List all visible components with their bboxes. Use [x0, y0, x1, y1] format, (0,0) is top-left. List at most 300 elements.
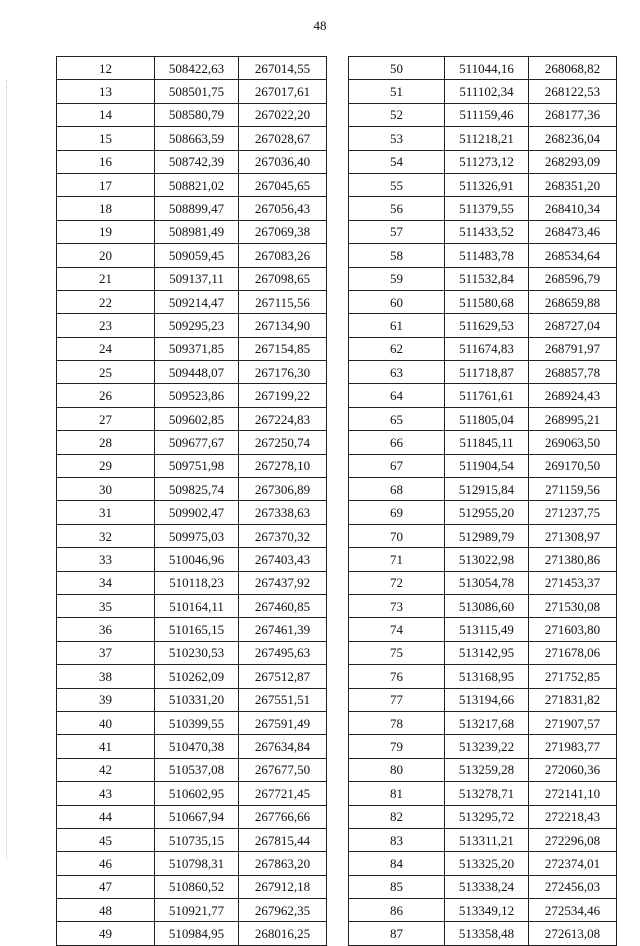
point-number-cell: 82	[349, 805, 445, 828]
table-row	[349, 361, 617, 384]
y-coordinate-cell: 267461,39	[239, 618, 327, 641]
y-coordinate-cell: 268236,04	[529, 127, 617, 150]
x-coordinate-cell: 509602,85	[155, 407, 239, 430]
point-number-cell: 14	[57, 103, 155, 126]
table-row	[57, 922, 327, 945]
table-row	[57, 361, 327, 384]
point-number-cell: 60	[349, 290, 445, 313]
table-row	[349, 548, 617, 571]
x-coordinate-cell: 511379,55	[445, 197, 529, 220]
x-coordinate-cell: 510262,09	[155, 665, 239, 688]
y-coordinate-cell: 271237,75	[529, 501, 617, 524]
table-row	[349, 618, 617, 641]
point-number-cell: 51	[349, 80, 445, 103]
coordinates-table-right	[348, 56, 617, 946]
x-coordinate-cell: 513054,78	[445, 571, 529, 594]
x-coordinate-cell: 511102,34	[445, 80, 529, 103]
point-number-cell: 28	[57, 431, 155, 454]
table-row	[349, 290, 617, 313]
y-coordinate-cell: 267338,63	[239, 501, 327, 524]
x-coordinate-cell: 510860,52	[155, 875, 239, 898]
table-row	[57, 173, 327, 196]
point-number-cell: 69	[349, 501, 445, 524]
y-coordinate-cell: 268727,04	[529, 314, 617, 337]
y-coordinate-cell: 272456,03	[529, 875, 617, 898]
y-coordinate-cell: 268534,64	[529, 244, 617, 267]
point-number-cell: 78	[349, 711, 445, 734]
x-coordinate-cell: 513358,48	[445, 922, 529, 945]
y-coordinate-cell: 267495,63	[239, 641, 327, 664]
x-coordinate-cell: 511580,68	[445, 290, 529, 313]
coordinates-table-left	[56, 56, 327, 946]
x-coordinate-cell: 513142,95	[445, 641, 529, 664]
x-coordinate-cell: 513325,20	[445, 852, 529, 875]
x-coordinate-cell: 510537,08	[155, 758, 239, 781]
y-coordinate-cell: 271983,77	[529, 735, 617, 758]
x-coordinate-cell: 512915,84	[445, 478, 529, 501]
x-coordinate-cell: 511532,84	[445, 267, 529, 290]
y-coordinate-cell: 267912,18	[239, 875, 327, 898]
y-coordinate-cell: 267278,10	[239, 454, 327, 477]
point-number-cell: 13	[57, 80, 155, 103]
point-number-cell: 80	[349, 758, 445, 781]
y-coordinate-cell: 271453,37	[529, 571, 617, 594]
point-number-cell: 34	[57, 571, 155, 594]
table-row	[349, 665, 617, 688]
table-row	[57, 548, 327, 571]
x-coordinate-cell: 510921,77	[155, 899, 239, 922]
point-number-cell: 62	[349, 337, 445, 360]
x-coordinate-cell: 511433,52	[445, 220, 529, 243]
table-row	[57, 220, 327, 243]
point-number-cell: 33	[57, 548, 155, 571]
y-coordinate-cell: 272374,01	[529, 852, 617, 875]
x-coordinate-cell: 509523,86	[155, 384, 239, 407]
table-row	[57, 899, 327, 922]
x-coordinate-cell: 510735,15	[155, 828, 239, 851]
y-coordinate-cell: 267403,43	[239, 548, 327, 571]
table-row	[57, 290, 327, 313]
table-row	[57, 805, 327, 828]
table-row	[349, 173, 617, 196]
x-coordinate-cell: 510667,94	[155, 805, 239, 828]
y-coordinate-cell: 271678,06	[529, 641, 617, 664]
table-row	[349, 782, 617, 805]
point-number-cell: 42	[57, 758, 155, 781]
table-row	[57, 150, 327, 173]
x-coordinate-cell: 509137,11	[155, 267, 239, 290]
y-coordinate-cell: 268473,46	[529, 220, 617, 243]
point-number-cell: 63	[349, 361, 445, 384]
x-coordinate-cell: 510164,11	[155, 594, 239, 617]
point-number-cell: 57	[349, 220, 445, 243]
point-number-cell: 20	[57, 244, 155, 267]
table-row	[349, 150, 617, 173]
table-row	[57, 57, 327, 80]
y-coordinate-cell: 268924,43	[529, 384, 617, 407]
y-coordinate-cell: 267036,40	[239, 150, 327, 173]
y-coordinate-cell: 272534,46	[529, 899, 617, 922]
x-coordinate-cell: 512955,20	[445, 501, 529, 524]
point-number-cell: 73	[349, 594, 445, 617]
table-row	[57, 571, 327, 594]
x-coordinate-cell: 511718,87	[445, 361, 529, 384]
point-number-cell: 36	[57, 618, 155, 641]
x-coordinate-cell: 512989,79	[445, 524, 529, 547]
y-coordinate-cell: 271308,97	[529, 524, 617, 547]
y-coordinate-cell: 267551,51	[239, 688, 327, 711]
y-coordinate-cell: 271907,57	[529, 711, 617, 734]
x-coordinate-cell: 513349,12	[445, 899, 529, 922]
point-number-cell: 74	[349, 618, 445, 641]
y-coordinate-cell: 267634,84	[239, 735, 327, 758]
x-coordinate-cell: 510230,53	[155, 641, 239, 664]
table-row	[57, 314, 327, 337]
y-coordinate-cell: 267154,85	[239, 337, 327, 360]
y-coordinate-cell: 267115,56	[239, 290, 327, 313]
table-row	[349, 478, 617, 501]
x-coordinate-cell: 509214,47	[155, 290, 239, 313]
x-coordinate-cell: 510046,96	[155, 548, 239, 571]
point-number-cell: 15	[57, 127, 155, 150]
y-coordinate-cell: 267962,35	[239, 899, 327, 922]
point-number-cell: 55	[349, 173, 445, 196]
x-coordinate-cell: 510118,23	[155, 571, 239, 594]
point-number-cell: 31	[57, 501, 155, 524]
x-coordinate-cell: 508742,39	[155, 150, 239, 173]
point-number-cell: 52	[349, 103, 445, 126]
table-row	[57, 197, 327, 220]
y-coordinate-cell: 267134,90	[239, 314, 327, 337]
table-row	[349, 571, 617, 594]
point-number-cell: 39	[57, 688, 155, 711]
x-coordinate-cell: 510984,95	[155, 922, 239, 945]
y-coordinate-cell: 272218,43	[529, 805, 617, 828]
table-row	[57, 478, 327, 501]
y-coordinate-cell: 268293,09	[529, 150, 617, 173]
point-number-cell: 56	[349, 197, 445, 220]
y-coordinate-cell: 267591,49	[239, 711, 327, 734]
x-coordinate-cell: 513338,24	[445, 875, 529, 898]
y-coordinate-cell: 269063,50	[529, 431, 617, 454]
point-number-cell: 37	[57, 641, 155, 664]
table-row	[349, 220, 617, 243]
x-coordinate-cell: 513278,71	[445, 782, 529, 805]
x-coordinate-cell: 513217,68	[445, 711, 529, 734]
y-coordinate-cell: 271159,56	[529, 478, 617, 501]
table-row	[57, 127, 327, 150]
x-coordinate-cell: 513086,60	[445, 594, 529, 617]
table-row	[57, 524, 327, 547]
point-number-cell: 32	[57, 524, 155, 547]
x-coordinate-cell: 509677,67	[155, 431, 239, 454]
table-row	[349, 688, 617, 711]
y-coordinate-cell: 271380,86	[529, 548, 617, 571]
point-number-cell: 12	[57, 57, 155, 80]
x-coordinate-cell: 513168,95	[445, 665, 529, 688]
point-number-cell: 61	[349, 314, 445, 337]
point-number-cell: 22	[57, 290, 155, 313]
point-number-cell: 27	[57, 407, 155, 430]
y-coordinate-cell: 268351,20	[529, 173, 617, 196]
y-coordinate-cell: 268068,82	[529, 57, 617, 80]
y-coordinate-cell: 269170,50	[529, 454, 617, 477]
table-row	[349, 899, 617, 922]
y-coordinate-cell: 271831,82	[529, 688, 617, 711]
x-coordinate-cell: 509902,47	[155, 501, 239, 524]
x-coordinate-cell: 511761,61	[445, 384, 529, 407]
point-number-cell: 46	[57, 852, 155, 875]
table-row	[57, 688, 327, 711]
y-coordinate-cell: 267437,92	[239, 571, 327, 594]
point-number-cell: 87	[349, 922, 445, 945]
x-coordinate-cell: 508899,47	[155, 197, 239, 220]
x-coordinate-cell: 511218,21	[445, 127, 529, 150]
x-coordinate-cell: 513115,49	[445, 618, 529, 641]
table-row	[349, 431, 617, 454]
y-coordinate-cell: 267083,26	[239, 244, 327, 267]
x-coordinate-cell: 509371,85	[155, 337, 239, 360]
table-row	[57, 384, 327, 407]
point-number-cell: 50	[349, 57, 445, 80]
table-row	[349, 641, 617, 664]
x-coordinate-cell: 513311,21	[445, 828, 529, 851]
table-row	[57, 103, 327, 126]
point-number-cell: 77	[349, 688, 445, 711]
table-row	[57, 244, 327, 267]
x-coordinate-cell: 511159,46	[445, 103, 529, 126]
point-number-cell: 71	[349, 548, 445, 571]
table-row	[349, 922, 617, 945]
table-row	[349, 80, 617, 103]
y-coordinate-cell: 271752,85	[529, 665, 617, 688]
point-number-cell: 48	[57, 899, 155, 922]
point-number-cell: 38	[57, 665, 155, 688]
x-coordinate-cell: 511845,11	[445, 431, 529, 454]
point-number-cell: 53	[349, 127, 445, 150]
y-coordinate-cell: 272296,08	[529, 828, 617, 851]
point-number-cell: 58	[349, 244, 445, 267]
table-row	[349, 267, 617, 290]
table-row	[349, 384, 617, 407]
y-coordinate-cell: 267370,32	[239, 524, 327, 547]
table-row	[349, 875, 617, 898]
point-number-cell: 75	[349, 641, 445, 664]
y-coordinate-cell: 267677,50	[239, 758, 327, 781]
point-number-cell: 64	[349, 384, 445, 407]
point-number-cell: 84	[349, 852, 445, 875]
x-coordinate-cell: 508580,79	[155, 103, 239, 126]
point-number-cell: 25	[57, 361, 155, 384]
table-row	[57, 782, 327, 805]
point-number-cell: 76	[349, 665, 445, 688]
x-coordinate-cell: 511483,78	[445, 244, 529, 267]
table-row	[349, 594, 617, 617]
x-coordinate-cell: 508821,02	[155, 173, 239, 196]
point-number-cell: 72	[349, 571, 445, 594]
y-coordinate-cell: 267306,89	[239, 478, 327, 501]
y-coordinate-cell: 267863,20	[239, 852, 327, 875]
y-coordinate-cell: 268016,25	[239, 922, 327, 945]
point-number-cell: 79	[349, 735, 445, 758]
y-coordinate-cell: 267199,22	[239, 384, 327, 407]
point-number-cell: 44	[57, 805, 155, 828]
y-coordinate-cell: 271603,80	[529, 618, 617, 641]
y-coordinate-cell: 268791,97	[529, 337, 617, 360]
x-coordinate-cell: 513022,98	[445, 548, 529, 571]
x-coordinate-cell: 509975,03	[155, 524, 239, 547]
y-coordinate-cell: 267056,43	[239, 197, 327, 220]
point-number-cell: 81	[349, 782, 445, 805]
table-row	[349, 127, 617, 150]
x-coordinate-cell: 513259,28	[445, 758, 529, 781]
x-coordinate-cell: 513295,72	[445, 805, 529, 828]
table-row	[57, 454, 327, 477]
page-number: 48	[313, 18, 327, 33]
y-coordinate-cell: 272613,08	[529, 922, 617, 945]
table-row	[349, 244, 617, 267]
table-row	[349, 805, 617, 828]
table-row	[57, 711, 327, 734]
y-coordinate-cell: 267014,55	[239, 57, 327, 80]
x-coordinate-cell: 510165,15	[155, 618, 239, 641]
point-number-cell: 54	[349, 150, 445, 173]
x-coordinate-cell: 508422,63	[155, 57, 239, 80]
table-row	[57, 618, 327, 641]
y-coordinate-cell: 267176,30	[239, 361, 327, 384]
y-coordinate-cell: 268410,34	[529, 197, 617, 220]
x-coordinate-cell: 509751,98	[155, 454, 239, 477]
y-coordinate-cell: 267069,38	[239, 220, 327, 243]
x-coordinate-cell: 510602,95	[155, 782, 239, 805]
y-coordinate-cell: 267512,87	[239, 665, 327, 688]
point-number-cell: 16	[57, 150, 155, 173]
x-coordinate-cell: 510470,38	[155, 735, 239, 758]
table-row	[57, 501, 327, 524]
y-coordinate-cell: 272141,10	[529, 782, 617, 805]
y-coordinate-cell: 268177,36	[529, 103, 617, 126]
table-row	[57, 641, 327, 664]
x-coordinate-cell: 511273,12	[445, 150, 529, 173]
x-coordinate-cell: 511904,54	[445, 454, 529, 477]
table-row	[57, 407, 327, 430]
table-row	[349, 57, 617, 80]
table-row	[57, 735, 327, 758]
point-number-cell: 70	[349, 524, 445, 547]
point-number-cell: 85	[349, 875, 445, 898]
point-number-cell: 17	[57, 173, 155, 196]
point-number-cell: 41	[57, 735, 155, 758]
table-row	[349, 103, 617, 126]
table-row	[57, 594, 327, 617]
y-coordinate-cell: 267766,66	[239, 805, 327, 828]
x-coordinate-cell: 509448,07	[155, 361, 239, 384]
table-row	[57, 828, 327, 851]
y-coordinate-cell: 267460,85	[239, 594, 327, 617]
y-coordinate-cell: 268596,79	[529, 267, 617, 290]
point-number-cell: 40	[57, 711, 155, 734]
y-coordinate-cell: 268857,78	[529, 361, 617, 384]
x-coordinate-cell: 511674,83	[445, 337, 529, 360]
point-number-cell: 68	[349, 478, 445, 501]
x-coordinate-cell: 508981,49	[155, 220, 239, 243]
point-number-cell: 43	[57, 782, 155, 805]
y-coordinate-cell: 267250,74	[239, 431, 327, 454]
x-coordinate-cell: 508501,75	[155, 80, 239, 103]
point-number-cell: 49	[57, 922, 155, 945]
y-coordinate-cell: 267224,83	[239, 407, 327, 430]
table-row	[57, 875, 327, 898]
table-row	[349, 852, 617, 875]
table-row	[57, 431, 327, 454]
table-row	[349, 735, 617, 758]
table-row	[349, 314, 617, 337]
x-coordinate-cell: 509825,74	[155, 478, 239, 501]
table-row	[349, 501, 617, 524]
table-row	[349, 197, 617, 220]
margin-rule	[6, 80, 7, 860]
x-coordinate-cell: 510798,31	[155, 852, 239, 875]
table-row	[349, 407, 617, 430]
table-row	[349, 711, 617, 734]
table-row	[57, 852, 327, 875]
table-row	[57, 267, 327, 290]
point-number-cell: 29	[57, 454, 155, 477]
point-number-cell: 23	[57, 314, 155, 337]
point-number-cell: 47	[57, 875, 155, 898]
x-coordinate-cell: 511805,04	[445, 407, 529, 430]
x-coordinate-cell: 513239,22	[445, 735, 529, 758]
y-coordinate-cell: 267098,65	[239, 267, 327, 290]
table-row	[57, 337, 327, 360]
point-number-cell: 26	[57, 384, 155, 407]
point-number-cell: 86	[349, 899, 445, 922]
table-row	[349, 337, 617, 360]
y-coordinate-cell: 267017,61	[239, 80, 327, 103]
y-coordinate-cell: 267815,44	[239, 828, 327, 851]
point-number-cell: 19	[57, 220, 155, 243]
x-coordinate-cell: 509059,45	[155, 244, 239, 267]
y-coordinate-cell: 272060,36	[529, 758, 617, 781]
point-number-cell: 21	[57, 267, 155, 290]
point-number-cell: 66	[349, 431, 445, 454]
point-number-cell: 65	[349, 407, 445, 430]
y-coordinate-cell: 271530,08	[529, 594, 617, 617]
y-coordinate-cell: 267022,20	[239, 103, 327, 126]
point-number-cell: 30	[57, 478, 155, 501]
y-coordinate-cell: 268995,21	[529, 407, 617, 430]
y-coordinate-cell: 268659,88	[529, 290, 617, 313]
table-row	[57, 665, 327, 688]
x-coordinate-cell: 511326,91	[445, 173, 529, 196]
point-number-cell: 35	[57, 594, 155, 617]
point-number-cell: 24	[57, 337, 155, 360]
x-coordinate-cell: 511044,16	[445, 57, 529, 80]
table-row	[349, 758, 617, 781]
x-coordinate-cell: 513194,66	[445, 688, 529, 711]
y-coordinate-cell: 267028,67	[239, 127, 327, 150]
table-row	[57, 758, 327, 781]
x-coordinate-cell: 509295,23	[155, 314, 239, 337]
point-number-cell: 45	[57, 828, 155, 851]
point-number-cell: 18	[57, 197, 155, 220]
y-coordinate-cell: 267721,45	[239, 782, 327, 805]
table-row	[349, 828, 617, 851]
x-coordinate-cell: 511629,53	[445, 314, 529, 337]
table-row	[349, 454, 617, 477]
table-row	[349, 524, 617, 547]
x-coordinate-cell: 508663,59	[155, 127, 239, 150]
